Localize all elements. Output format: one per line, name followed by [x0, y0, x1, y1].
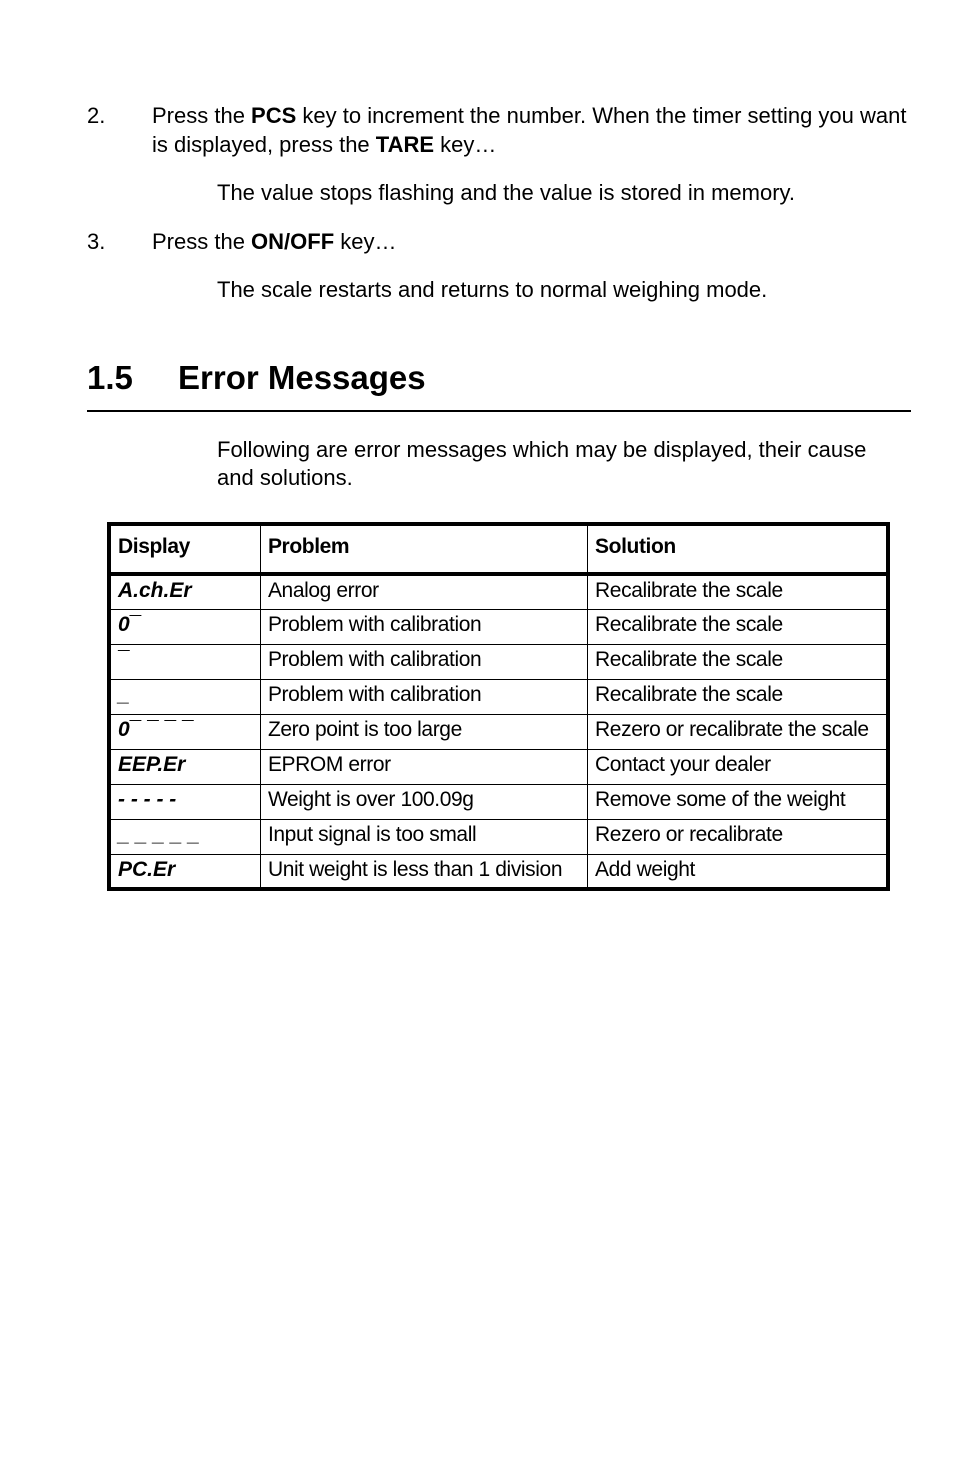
table-row: [109, 644, 888, 679]
table-row: [109, 679, 888, 714]
solution-cell: Recalibrate the scale: [588, 609, 888, 644]
key-name-tare: TARE: [375, 132, 435, 157]
table-row: [109, 609, 888, 644]
table-row: [109, 749, 888, 784]
display-cell: _: [109, 679, 260, 714]
solution-cell: Recalibrate the scale: [588, 574, 888, 609]
header-problem: Problem: [260, 524, 587, 574]
problem-cell: Unit weight is less than 1 division: [260, 854, 587, 889]
table-row: [109, 854, 888, 889]
step-text-part: key…: [434, 132, 497, 157]
display-cell: - - - - -: [109, 784, 260, 819]
solution-cell: Recalibrate the scale: [588, 679, 888, 714]
solution-cell: Rezero or recalibrate the scale: [588, 714, 888, 749]
step-text-part: Press the: [152, 103, 252, 128]
table-row: [109, 819, 888, 854]
problem-cell: EPROM error: [260, 749, 587, 784]
problem-cell: Problem with calibration: [260, 609, 587, 644]
solution-cell: Remove some of the weight: [588, 784, 888, 819]
display-cell: 0¯ ¯ ¯ ¯: [109, 714, 260, 749]
solution-cell: Rezero or recalibrate: [588, 819, 888, 854]
step-number: 3.: [87, 229, 106, 254]
table-row: [109, 574, 888, 609]
step-text: [152, 101, 912, 159]
table-row: [109, 714, 888, 749]
solution-cell: Recalibrate the scale: [588, 644, 888, 679]
step-text: [152, 227, 912, 256]
error-messages-table: [107, 522, 890, 891]
table-row: [109, 784, 888, 819]
section-title: Error Messages: [178, 359, 426, 396]
display-cell: PC.Er: [109, 854, 260, 889]
solution-cell: Contact your dealer: [588, 749, 888, 784]
header-display: Display: [109, 524, 260, 574]
problem-cell: Input signal is too small: [260, 819, 587, 854]
problem-cell: Problem with calibration: [260, 644, 587, 679]
problem-cell: Problem with calibration: [260, 679, 587, 714]
step-text-part: Press the: [152, 229, 252, 254]
key-name-on-off: ON/OFF: [251, 229, 335, 254]
step-3-result: The scale restarts and returns to normal weighing mode.: [217, 277, 768, 302]
display-cell: A.ch.Er: [109, 574, 260, 609]
table-header-row: [109, 524, 888, 574]
step-text-part: key to increment the number. When the timer setting you want is displayed, press the: [152, 103, 907, 157]
header-solution: Solution: [588, 524, 888, 574]
problem-cell: Analog error: [260, 574, 587, 609]
section-intro: Following are error messages which may be displayed, their cause and solutions.: [217, 437, 867, 490]
solution-cell: Add weight: [588, 854, 888, 889]
display-cell: _ _ _ _ _: [109, 819, 260, 854]
problem-cell: Zero point is too large: [260, 714, 587, 749]
section-divider: [87, 410, 911, 412]
problem-cell: Weight is over 100.09g: [260, 784, 587, 819]
display-cell: ¯: [109, 644, 260, 679]
step-number: 2.: [87, 103, 106, 128]
step-2-result: The value stops flashing and the value is stored in memory.: [217, 180, 796, 205]
step-text-part: key…: [334, 229, 397, 254]
display-cell: EEP.Er: [109, 749, 260, 784]
key-name-pcs: PCS: [251, 103, 297, 128]
section-number: 1.5: [87, 359, 133, 396]
display-cell: 0¯: [109, 609, 260, 644]
